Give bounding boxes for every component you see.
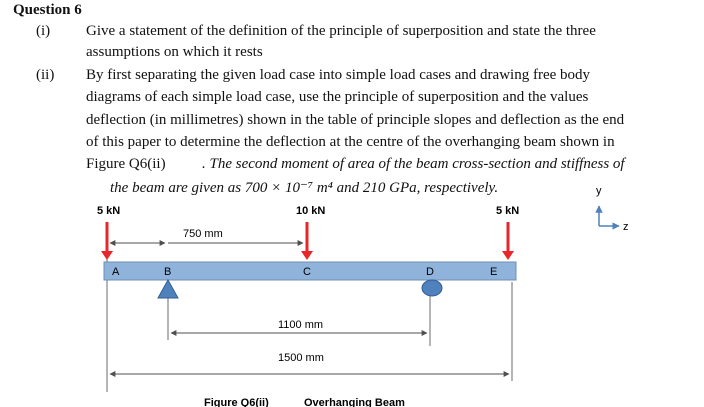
load-label-right: 5 kN (496, 205, 520, 217)
part-ii-line-1: By first separating the given load case into simple load cases and drawing free body (86, 67, 591, 83)
part-ii-line-4: of this paper to determine the deflection at the centre of the overhanging beam shown in (86, 134, 615, 150)
y-axis-label: y (596, 185, 602, 197)
load-arrow-right-head (502, 251, 514, 260)
load-arrow-left-head (101, 251, 113, 260)
point-a-label: A (112, 266, 120, 278)
load-label-center: 10 kN (296, 205, 326, 217)
part-ii-line-6: the beam are given as 700 × 10⁻⁷ m⁴ and 210 GPa, respectively. (110, 180, 499, 196)
pin-support-b (158, 280, 178, 298)
part-ii-number: (ii) (36, 67, 55, 83)
point-c-label: C (303, 266, 311, 278)
load-label-left: 5 kN (97, 205, 121, 217)
part-ii-line-2: diagrams of each simple load case, use the principle of superposition and the values (86, 89, 589, 105)
roller-support-d (422, 280, 442, 296)
point-b-label: B (164, 266, 172, 278)
question-title: Question 6 (13, 2, 82, 18)
part-ii-line-5-italic: . The second moment of area of the beam cross-section and stiffness of (202, 156, 625, 172)
load-arrow-center-head (301, 251, 313, 260)
part-ii-line-5: Figure Q6(ii) (86, 156, 166, 172)
figure-caption-title: Overhanging Beam (304, 397, 405, 407)
part-i-number: (i) (36, 23, 51, 39)
dimension-bd-label: 1100 mm (278, 319, 324, 331)
figure-caption-label: Figure Q6(ii) (204, 397, 269, 407)
part-i-line-2: assumptions on which it rests (86, 44, 263, 60)
dimension-ae-label: 1500 mm (278, 352, 324, 364)
part-ii-line-3: deflection (in millimetres) shown in the table of principle slopes and deflection as the end (86, 112, 625, 128)
z-axis-label: z (623, 221, 629, 233)
load-arrows (101, 222, 514, 260)
point-d-label: D (426, 266, 434, 278)
point-e-label: E (490, 266, 498, 278)
dimension-ab-label: 750 mm (183, 228, 223, 240)
part-i-line-1: Give a statement of the definition of the principle of superposition and state the three (86, 23, 596, 39)
